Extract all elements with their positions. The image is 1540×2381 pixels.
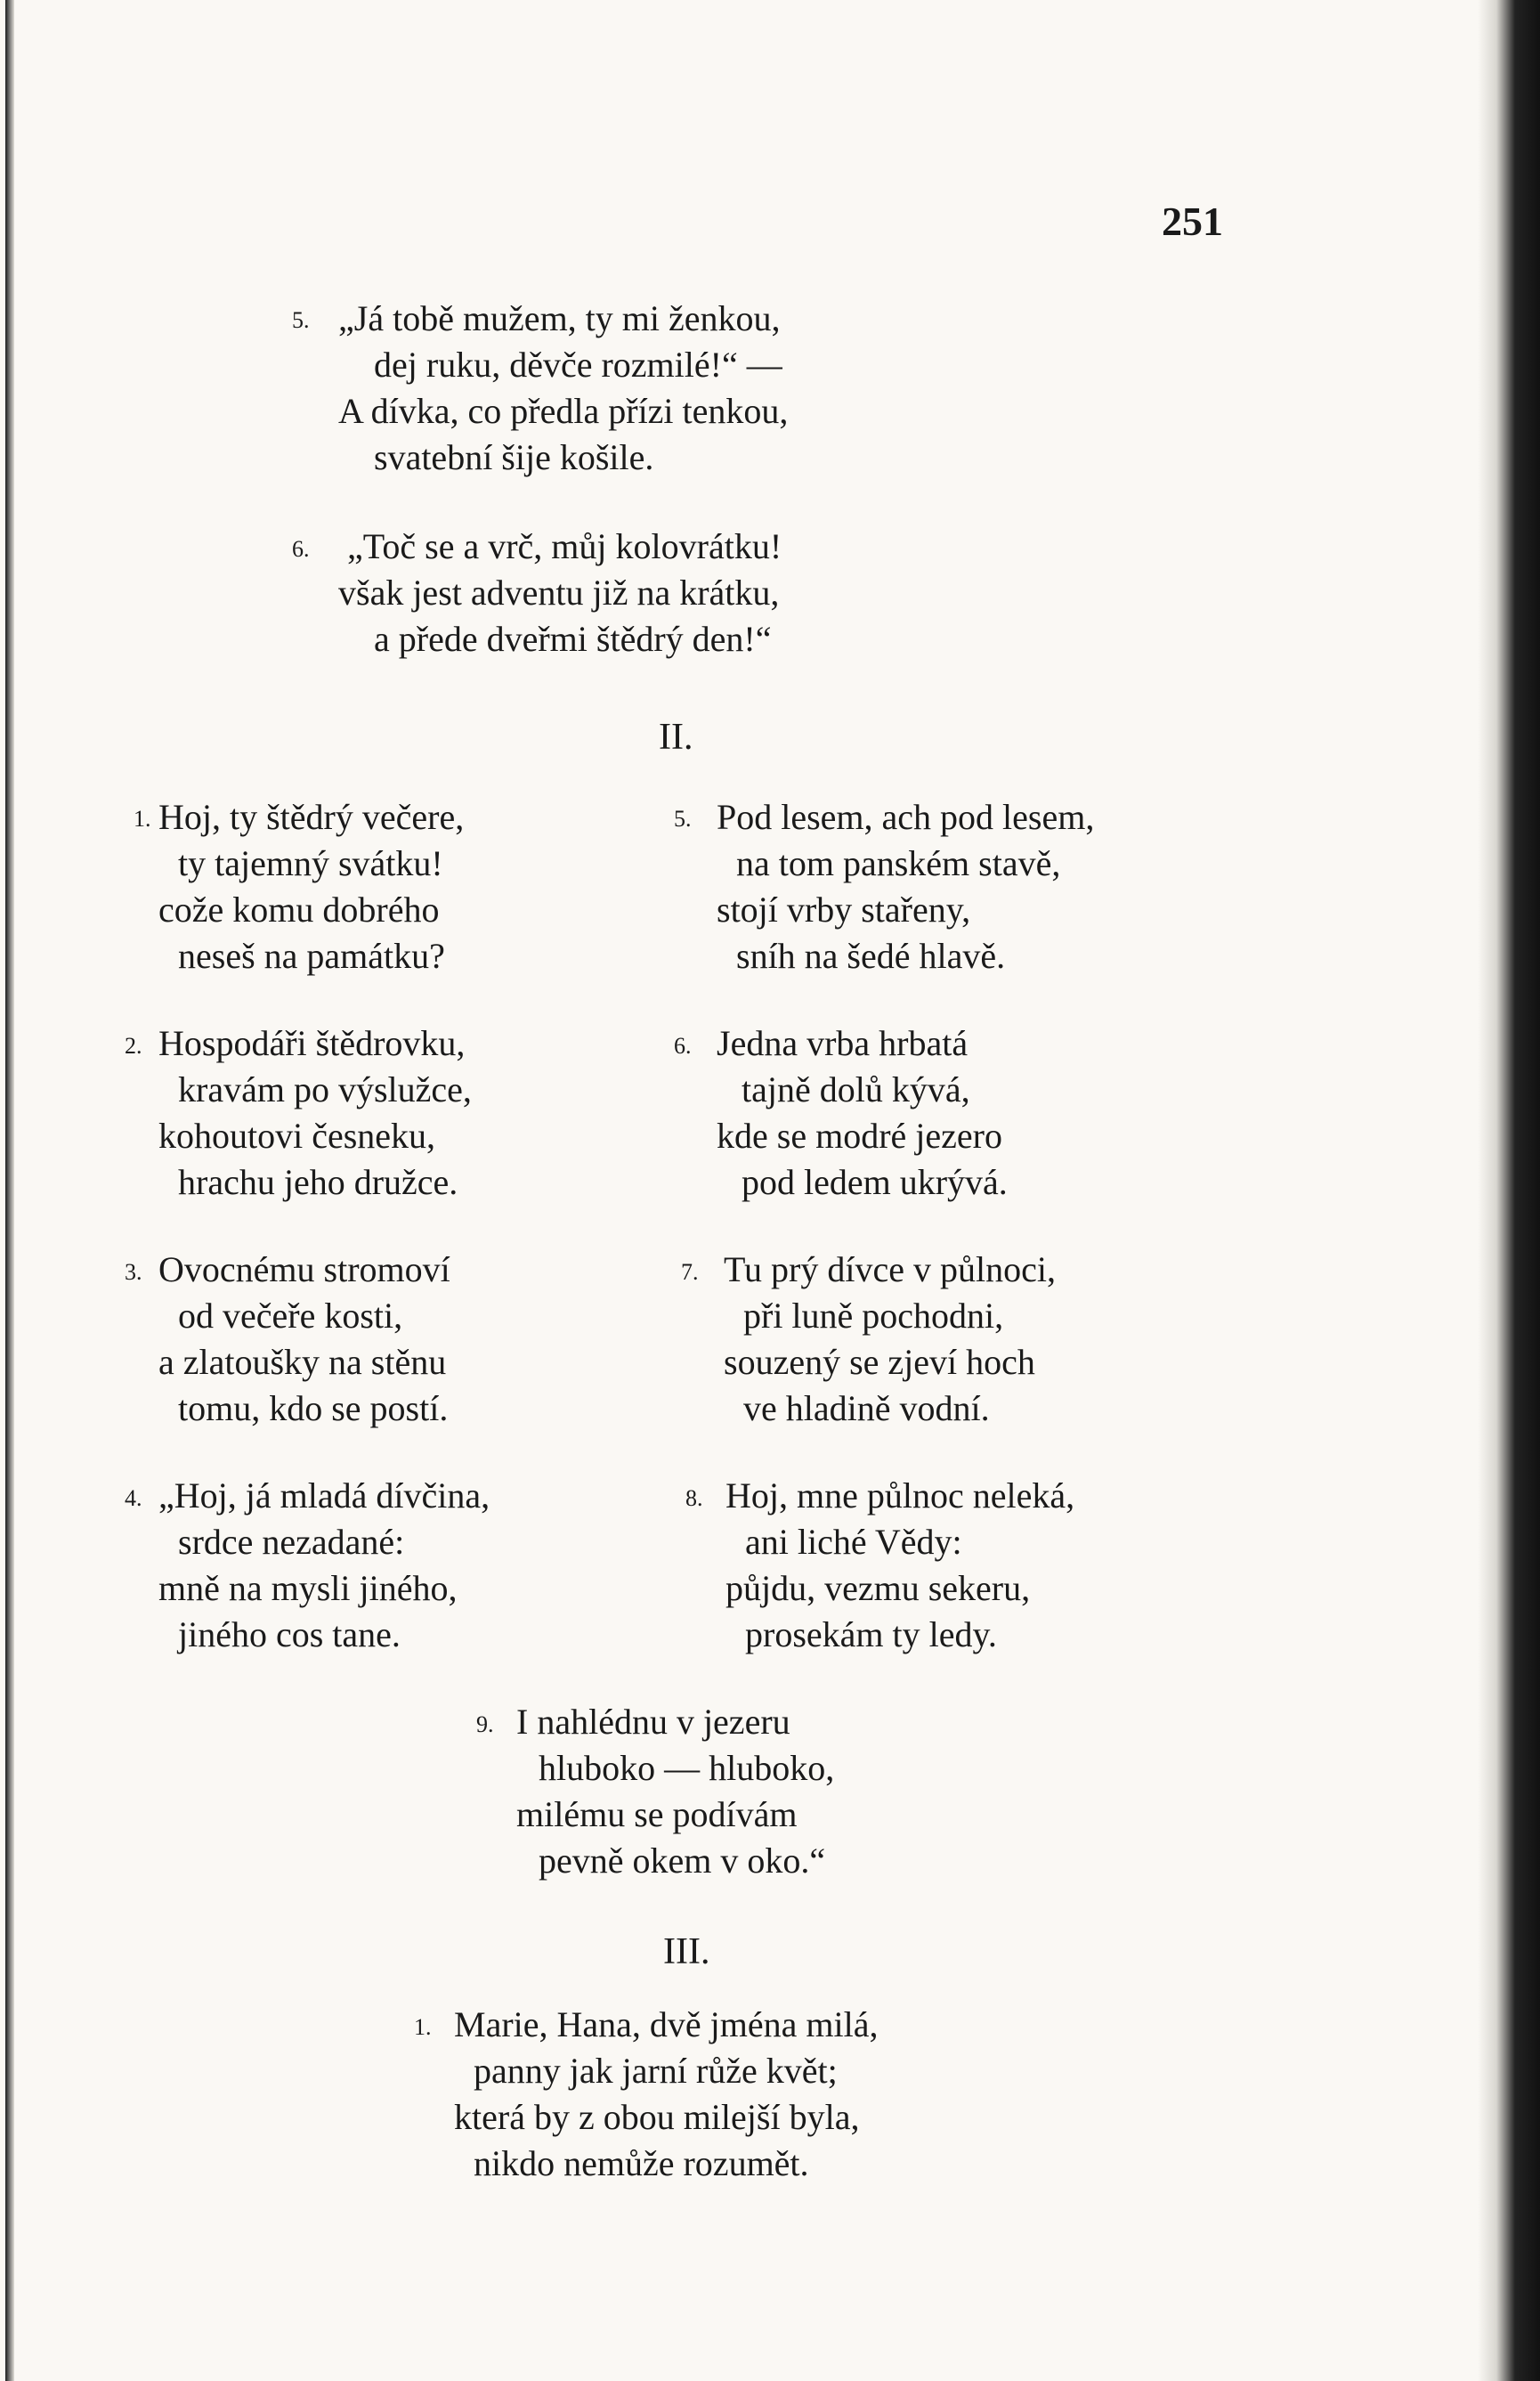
stanza-number: 9. bbox=[476, 1711, 494, 1737]
verse-line: a zlatoušky na stěnu bbox=[158, 1342, 447, 1382]
stanza bbox=[158, 1247, 450, 1432]
stanza-number: 8. bbox=[685, 1485, 703, 1511]
verse-line: půjdu, vezmu sekeru, bbox=[725, 1568, 1031, 1608]
verse-line: sníh na šedé hlavě. bbox=[736, 936, 1006, 976]
verse-line: tomu, kdo se postí. bbox=[178, 1388, 449, 1428]
stanza-number: 5. bbox=[292, 307, 310, 333]
verse-line: kde se modré jezero bbox=[717, 1116, 1002, 1156]
verse-line: ve hladině vodní. bbox=[743, 1388, 990, 1428]
stanza-number: 3. bbox=[125, 1259, 142, 1285]
verse-line: svatební šije košile. bbox=[374, 437, 654, 477]
stanza bbox=[338, 296, 788, 481]
verse-line: kravám po výslužce, bbox=[178, 1069, 472, 1109]
verse-line: srdce nezadané: bbox=[178, 1522, 405, 1562]
verse-line: kohoutovi česneku, bbox=[158, 1116, 436, 1156]
verse-line: milému se podívám bbox=[516, 1794, 798, 1834]
verse-line: dej ruku, děvče rozmilé!“ — bbox=[374, 345, 782, 385]
verse-line: stojí vrby stařeny, bbox=[717, 890, 971, 930]
stanza bbox=[158, 794, 464, 979]
verse-line: Hoj, ty štědrý večere, bbox=[158, 797, 465, 837]
verse-line: hluboko — hluboko, bbox=[539, 1748, 835, 1788]
stanza bbox=[516, 1699, 834, 1884]
page-left-edge bbox=[5, 0, 14, 2381]
verse-line: souzený se zjeví hoch bbox=[724, 1342, 1035, 1382]
stanza bbox=[158, 1473, 490, 1658]
verse-line: ani liché Vědy: bbox=[745, 1522, 962, 1562]
stanza-number: 5. bbox=[674, 806, 692, 832]
section-heading-ii: II. bbox=[659, 717, 693, 758]
section-heading-iii: III. bbox=[663, 1931, 710, 1972]
verse-line: jiného cos tane. bbox=[178, 1614, 401, 1654]
verse-line: od večeře kosti, bbox=[178, 1296, 403, 1336]
verse-line: mně na mysli jiného, bbox=[158, 1568, 458, 1608]
verse-line: však jest adventu již na krátku, bbox=[338, 573, 780, 613]
stanza-number: 1. bbox=[414, 2014, 432, 2040]
verse-line: pod ledem ukrývá. bbox=[742, 1162, 1008, 1202]
verse-line: která by z obou milejší byla, bbox=[454, 2097, 860, 2137]
verse-line: „Já tobě mužem, ty mi ženkou, bbox=[338, 298, 781, 338]
verse-line: na tom panském stavě, bbox=[736, 843, 1061, 883]
stanza-number: 6. bbox=[292, 536, 310, 562]
stanza-number: 1. bbox=[134, 806, 151, 832]
stanza bbox=[338, 524, 782, 662]
verse-line: I nahlédnu v jezeru bbox=[516, 1702, 790, 1742]
verse-line: při luně pochodni, bbox=[743, 1296, 1004, 1336]
stanza-number: 2. bbox=[125, 1033, 142, 1059]
page-number: 251 bbox=[1162, 199, 1223, 244]
verse-line: „Toč se a vrč, můj kolovrátku! bbox=[347, 526, 782, 566]
verse-line: ty tajemný svátku! bbox=[178, 843, 443, 883]
stanza bbox=[725, 1473, 1074, 1658]
verse-line: Tu prý dívce v půlnoci, bbox=[724, 1249, 1056, 1289]
verse-line: pevně okem v oko.“ bbox=[539, 1841, 826, 1881]
verse-line: cože komu dobrého bbox=[158, 890, 440, 930]
stanza-number: 4. bbox=[125, 1485, 142, 1511]
stanza bbox=[158, 1020, 472, 1206]
verse-line: neseš na památku? bbox=[178, 936, 445, 976]
verse-line: „Hoj, já mladá dívčina, bbox=[158, 1475, 490, 1516]
verse-line: Hoj, mne půlnoc neleká, bbox=[725, 1475, 1075, 1516]
verse-line: panny jak jarní růže květ; bbox=[474, 2051, 838, 2091]
verse-line: prosekám ty ledy. bbox=[745, 1614, 997, 1654]
verse-line: a přede dveřmi štědrý den!“ bbox=[374, 619, 772, 659]
stanza-number: 6. bbox=[674, 1033, 692, 1059]
page-right-edge bbox=[1478, 0, 1540, 2381]
stanza-number: 7. bbox=[681, 1259, 699, 1285]
stanza bbox=[454, 2002, 878, 2187]
stanza bbox=[717, 1020, 1008, 1206]
verse-line: Hospodáři štědrovku, bbox=[158, 1023, 466, 1063]
verse-line: Jedna vrba hrbatá bbox=[717, 1023, 969, 1063]
stanza bbox=[724, 1247, 1056, 1432]
verse-line: A dívka, co předla přízi tenkou, bbox=[338, 391, 789, 431]
verse-line: tajně dolů kývá, bbox=[742, 1069, 970, 1109]
verse-line: Ovocnému stromoví bbox=[158, 1249, 450, 1289]
stanza bbox=[717, 794, 1094, 979]
verse-line: hrachu jeho družce. bbox=[178, 1162, 458, 1202]
verse-line: Marie, Hana, dvě jména milá, bbox=[454, 2004, 879, 2044]
verse-line: Pod lesem, ach pod lesem, bbox=[717, 797, 1095, 837]
verse-line: nikdo nemůže rozumět. bbox=[474, 2143, 809, 2183]
